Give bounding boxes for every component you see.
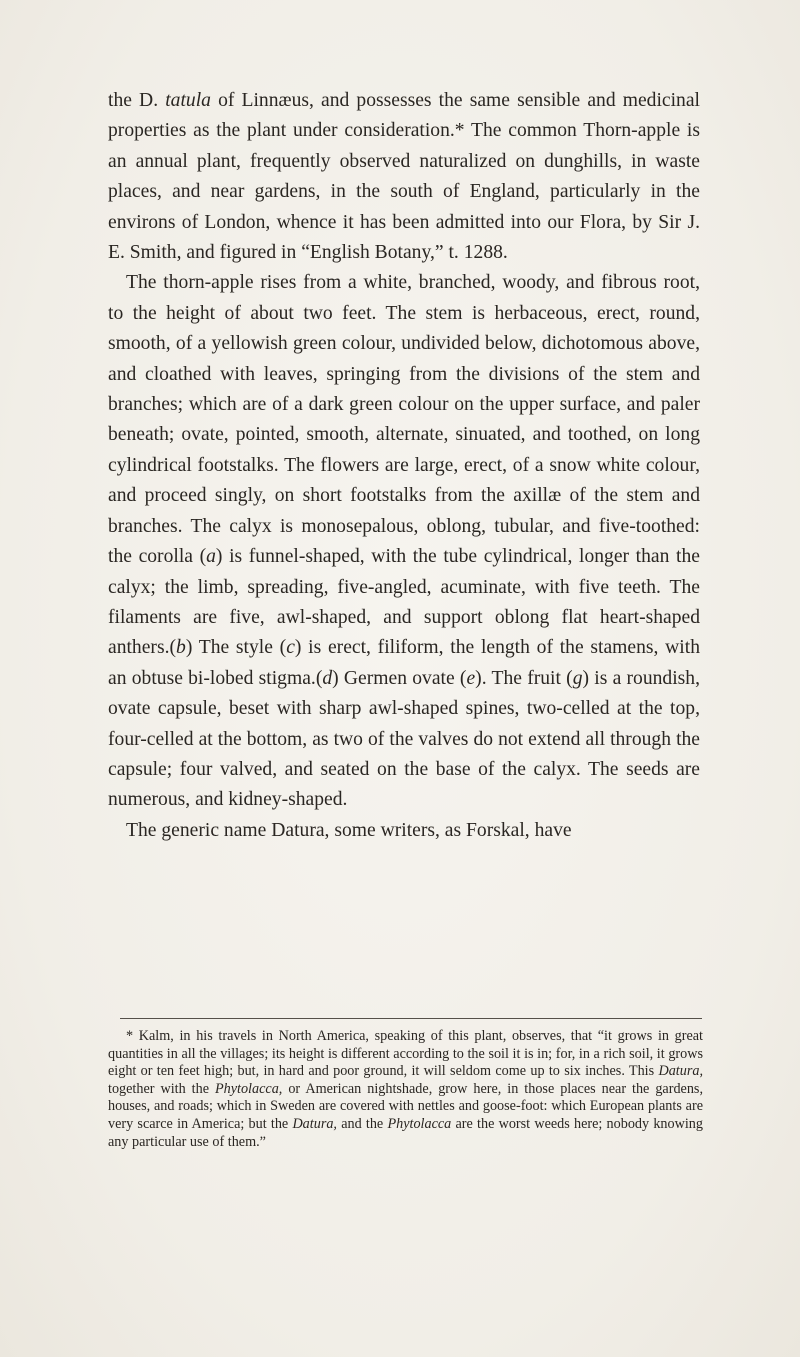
generic-name-paragraph: The generic name Datura, some writers, as Forskal, have	[126, 819, 572, 841]
figure-ref-e: e	[466, 667, 476, 689]
figure-ref-d: d	[322, 667, 333, 689]
main-text	[108, 86, 700, 846]
paragraph-continued: the D. tatula of Linnæus, and possesses the same sensible and medicinal properties as the plant under consideration.* The common Thorn-apple is an annual plant, frequently observed naturalized on dunghills, in waste places, and near gardens, in the south of England, particularly in the environs of London, whence it has been admitted into our Flora, by Sir J. E. Smith, and figured in “English Botany,” t. 1288.	[108, 90, 700, 264]
figure-ref-a: a	[206, 546, 216, 568]
footnote-divider	[120, 1018, 702, 1019]
figure-ref-b: b	[176, 637, 186, 659]
figure-ref-g: g	[572, 667, 583, 689]
description-paragraph: The thorn-apple rises from a white, branched, woody, and fibrous root, to the height of about two feet. The stem is herbaceous, erect, round, smooth, of a yellowish green colour, undivided below, dichotomous above, and cloathed with leaves, springing from the divisions of the stem and branches; which are of a dark green colour on the upper surface, and paler beneath; ovate, pointed, smooth, alternate, sinuated, and toothed, on long cylindrical footstalks. The flowers are large, erect, of a snow white colour, and proceed singly, on short footstalks from the axillæ of the stem and branches. The calyx is monosepalous, oblong, tubular, and five-toothed: the corolla (a) is funnel-shaped, with the tube cylindrical, longer than the calyx; the limb, spreading, five-angled, acuminate, with five teeth. The filaments are five, awl-shaped, and support oblong flat heart-shaped anthers.(b) The style (c) is erect, filiform, the length of the stamens, with an obtuse bi-lobed stigma.(d) Germen ovate (e). The fruit (g) is a roundish, ovate capsule, beset with sharp awl-shaped spines, two-celled at the top, four-celled at the bottom, as two of the valves do not extend all through the capsule; four valved, and seated on the base of the calyx. The seeds are numerous, and kidney-shaped.	[108, 272, 700, 811]
footnote	[108, 1028, 703, 1151]
species-name: tatula	[165, 90, 211, 111]
figure-ref-c: c	[286, 637, 295, 659]
footnote-text: * Kalm, in his travels in North America, speaking of this plant, observes, that “it grows in great quantities in all the villages; its height is different according to the soil it is in; for, in a rich soil, it grows eight or ten feet high; but, in hard and poor ground, it will seldom come up to six inches. This Datura, together with the Phytolacca, or American nightshade, grow here, in those places near the gardens, houses, and roads; which in Sweden are covered with nettles and goose-foot: which European plants are very scarce in America; but the Datura, and the Phytolacca are the worst weeds here; nobody knowing any particular use of them.”	[108, 1028, 703, 1150]
